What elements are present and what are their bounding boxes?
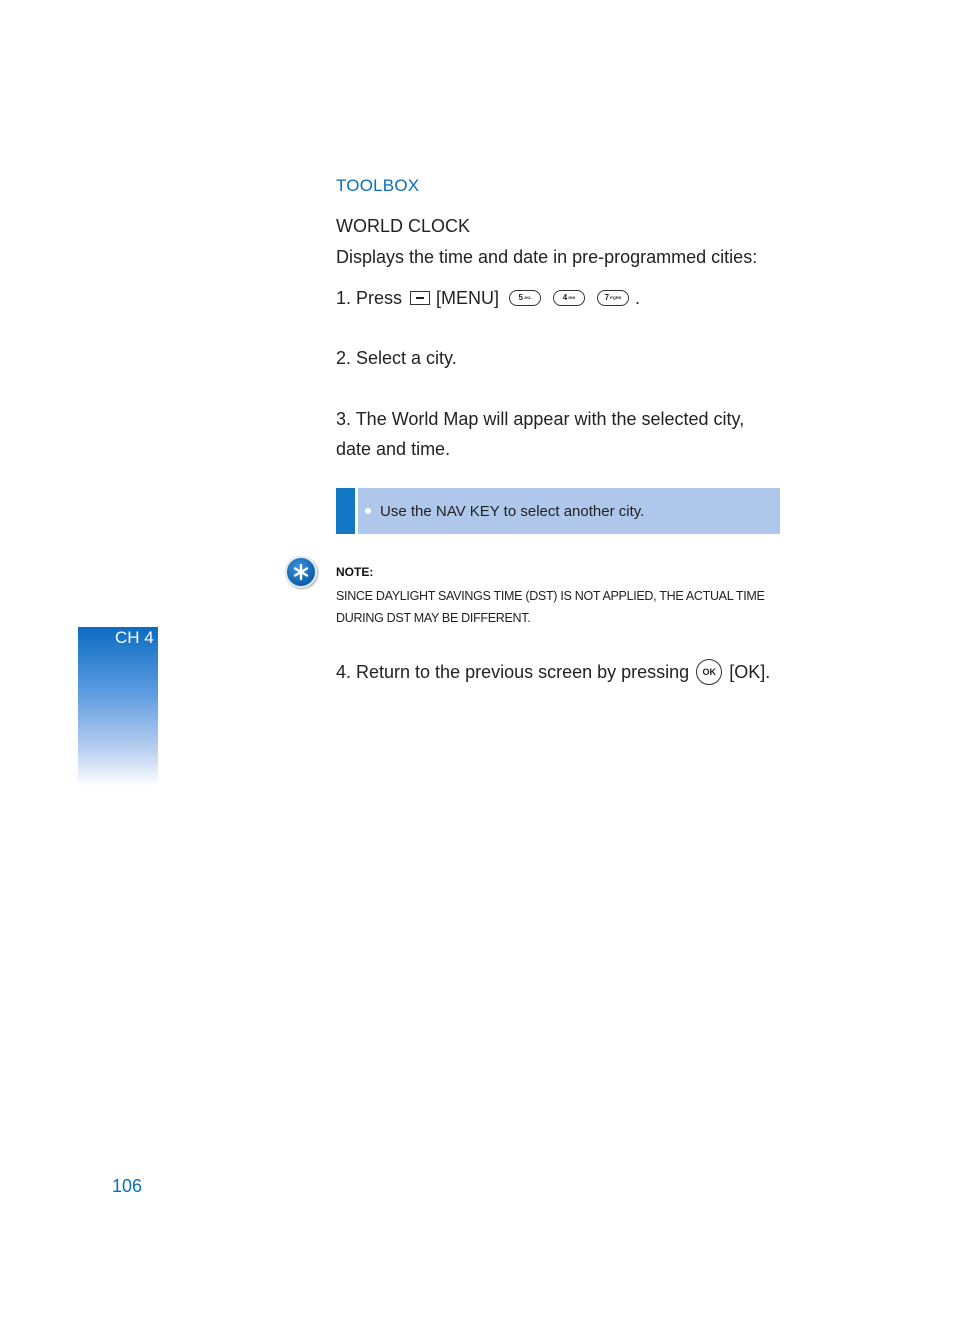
chapter-tab xyxy=(78,627,158,787)
key-7-icon: 7 PQRS xyxy=(597,290,629,306)
tip-accent-bar xyxy=(336,488,355,534)
chapter-label: CH 4 xyxy=(115,628,154,647)
note-text: SINCE DAYLIGHT SAVINGS TIME (DST) IS NOT APPLIED, THE ACTUAL TIME DURING DST MAY BE DIFFERENT. xyxy=(336,589,765,625)
feature-heading: WORLD CLOCK xyxy=(336,216,471,236)
step-4-prefix: 4. Return to the previous screen by pressing xyxy=(336,662,690,682)
bullet-icon xyxy=(365,508,371,514)
page-number: 106 xyxy=(112,1176,143,1196)
note-label: NOTE: xyxy=(336,565,374,579)
step-1-menu-label: [MENU] xyxy=(436,288,500,308)
tip-box xyxy=(358,488,780,534)
key-5-icon: 5 JKL xyxy=(509,290,541,306)
step-1-end: . xyxy=(635,288,641,308)
feature-description: Displays the time and date in pre-programmed cities: xyxy=(336,247,758,267)
step-4 xyxy=(336,657,770,687)
step-2: 2. Select a city. xyxy=(336,348,457,368)
step-1-prefix: 1. Press xyxy=(336,288,403,308)
step-4-suffix: [OK]. xyxy=(729,662,771,682)
asterisk-note-icon xyxy=(285,556,317,588)
tip-text: Use the NAV KEY to select another city. xyxy=(380,502,645,520)
left-softkey-icon xyxy=(410,291,430,305)
ok-key-icon: OK xyxy=(696,659,722,685)
section-title: TOOLBOX xyxy=(336,176,420,195)
step-1 xyxy=(336,283,640,313)
step-3: 3. The World Map will appear with the selected city, date and time. xyxy=(336,409,745,459)
key-4-icon: 4 GHI xyxy=(553,290,585,306)
